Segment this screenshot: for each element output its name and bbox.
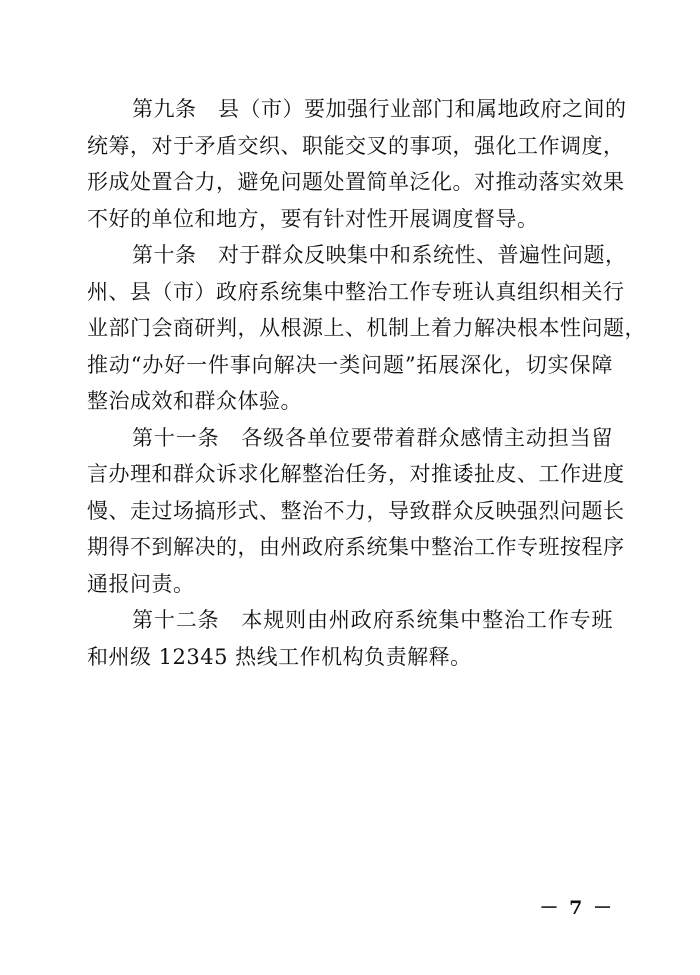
article-10-line-4: 推动“办好一件事向解决一类问题”拓展深化，切实保障 bbox=[87, 352, 613, 377]
article-9-line-3: 形成处置合力，避免问题处置简单泛化。对推动落实效果 bbox=[87, 170, 625, 194]
article-11-line-2: 言办理和群众诉求化解整治任务，对推诿扯皮、工作进度 bbox=[87, 462, 625, 486]
document-body bbox=[87, 91, 646, 675]
article-10-line-2: 州、县（市）政府系统集中整治工作专班认真组织相关行 bbox=[87, 279, 625, 304]
article-12-line-1: 第十二条 本规则由州政府系统集中整治工作专班 bbox=[132, 608, 613, 632]
article-11-line-3: 慢、走过场搞形式、整治不力，导致群众反映强烈问题长 bbox=[87, 498, 625, 523]
article-9-line-4: 不好的单位和地方，要有针对性开展调度督导。 bbox=[87, 206, 539, 231]
article-10-line-5: 整治成效和群众体验。 bbox=[87, 389, 302, 413]
article-12-line-2: 和州级 12345 热线工作机构负责解释。 bbox=[87, 644, 472, 669]
article-11-line-5: 通报问责。 bbox=[87, 571, 195, 596]
article-10-line-1: 第十条 对于群众反映集中和系统性、普遍性问题， bbox=[132, 243, 627, 267]
article-9-line-1: 第九条 县（市）要加强行业部门和属地政府之间的 bbox=[132, 97, 627, 121]
article-11-line-1: 第十一条 各级各单位要带着群众感情主动担当留 bbox=[132, 425, 613, 450]
article-9-line-2: 统筹，对于矛盾交织、职能交叉的事项，强化工作调度， bbox=[87, 133, 625, 158]
page-number: － 7 － bbox=[539, 897, 614, 919]
article-11-line-4: 期得不到解决的，由州政府系统集中整治工作专班按程序 bbox=[87, 535, 625, 559]
article-10-line-3: 业部门会商研判，从根源上、机制上着力解决根本性问题， bbox=[87, 316, 646, 340]
